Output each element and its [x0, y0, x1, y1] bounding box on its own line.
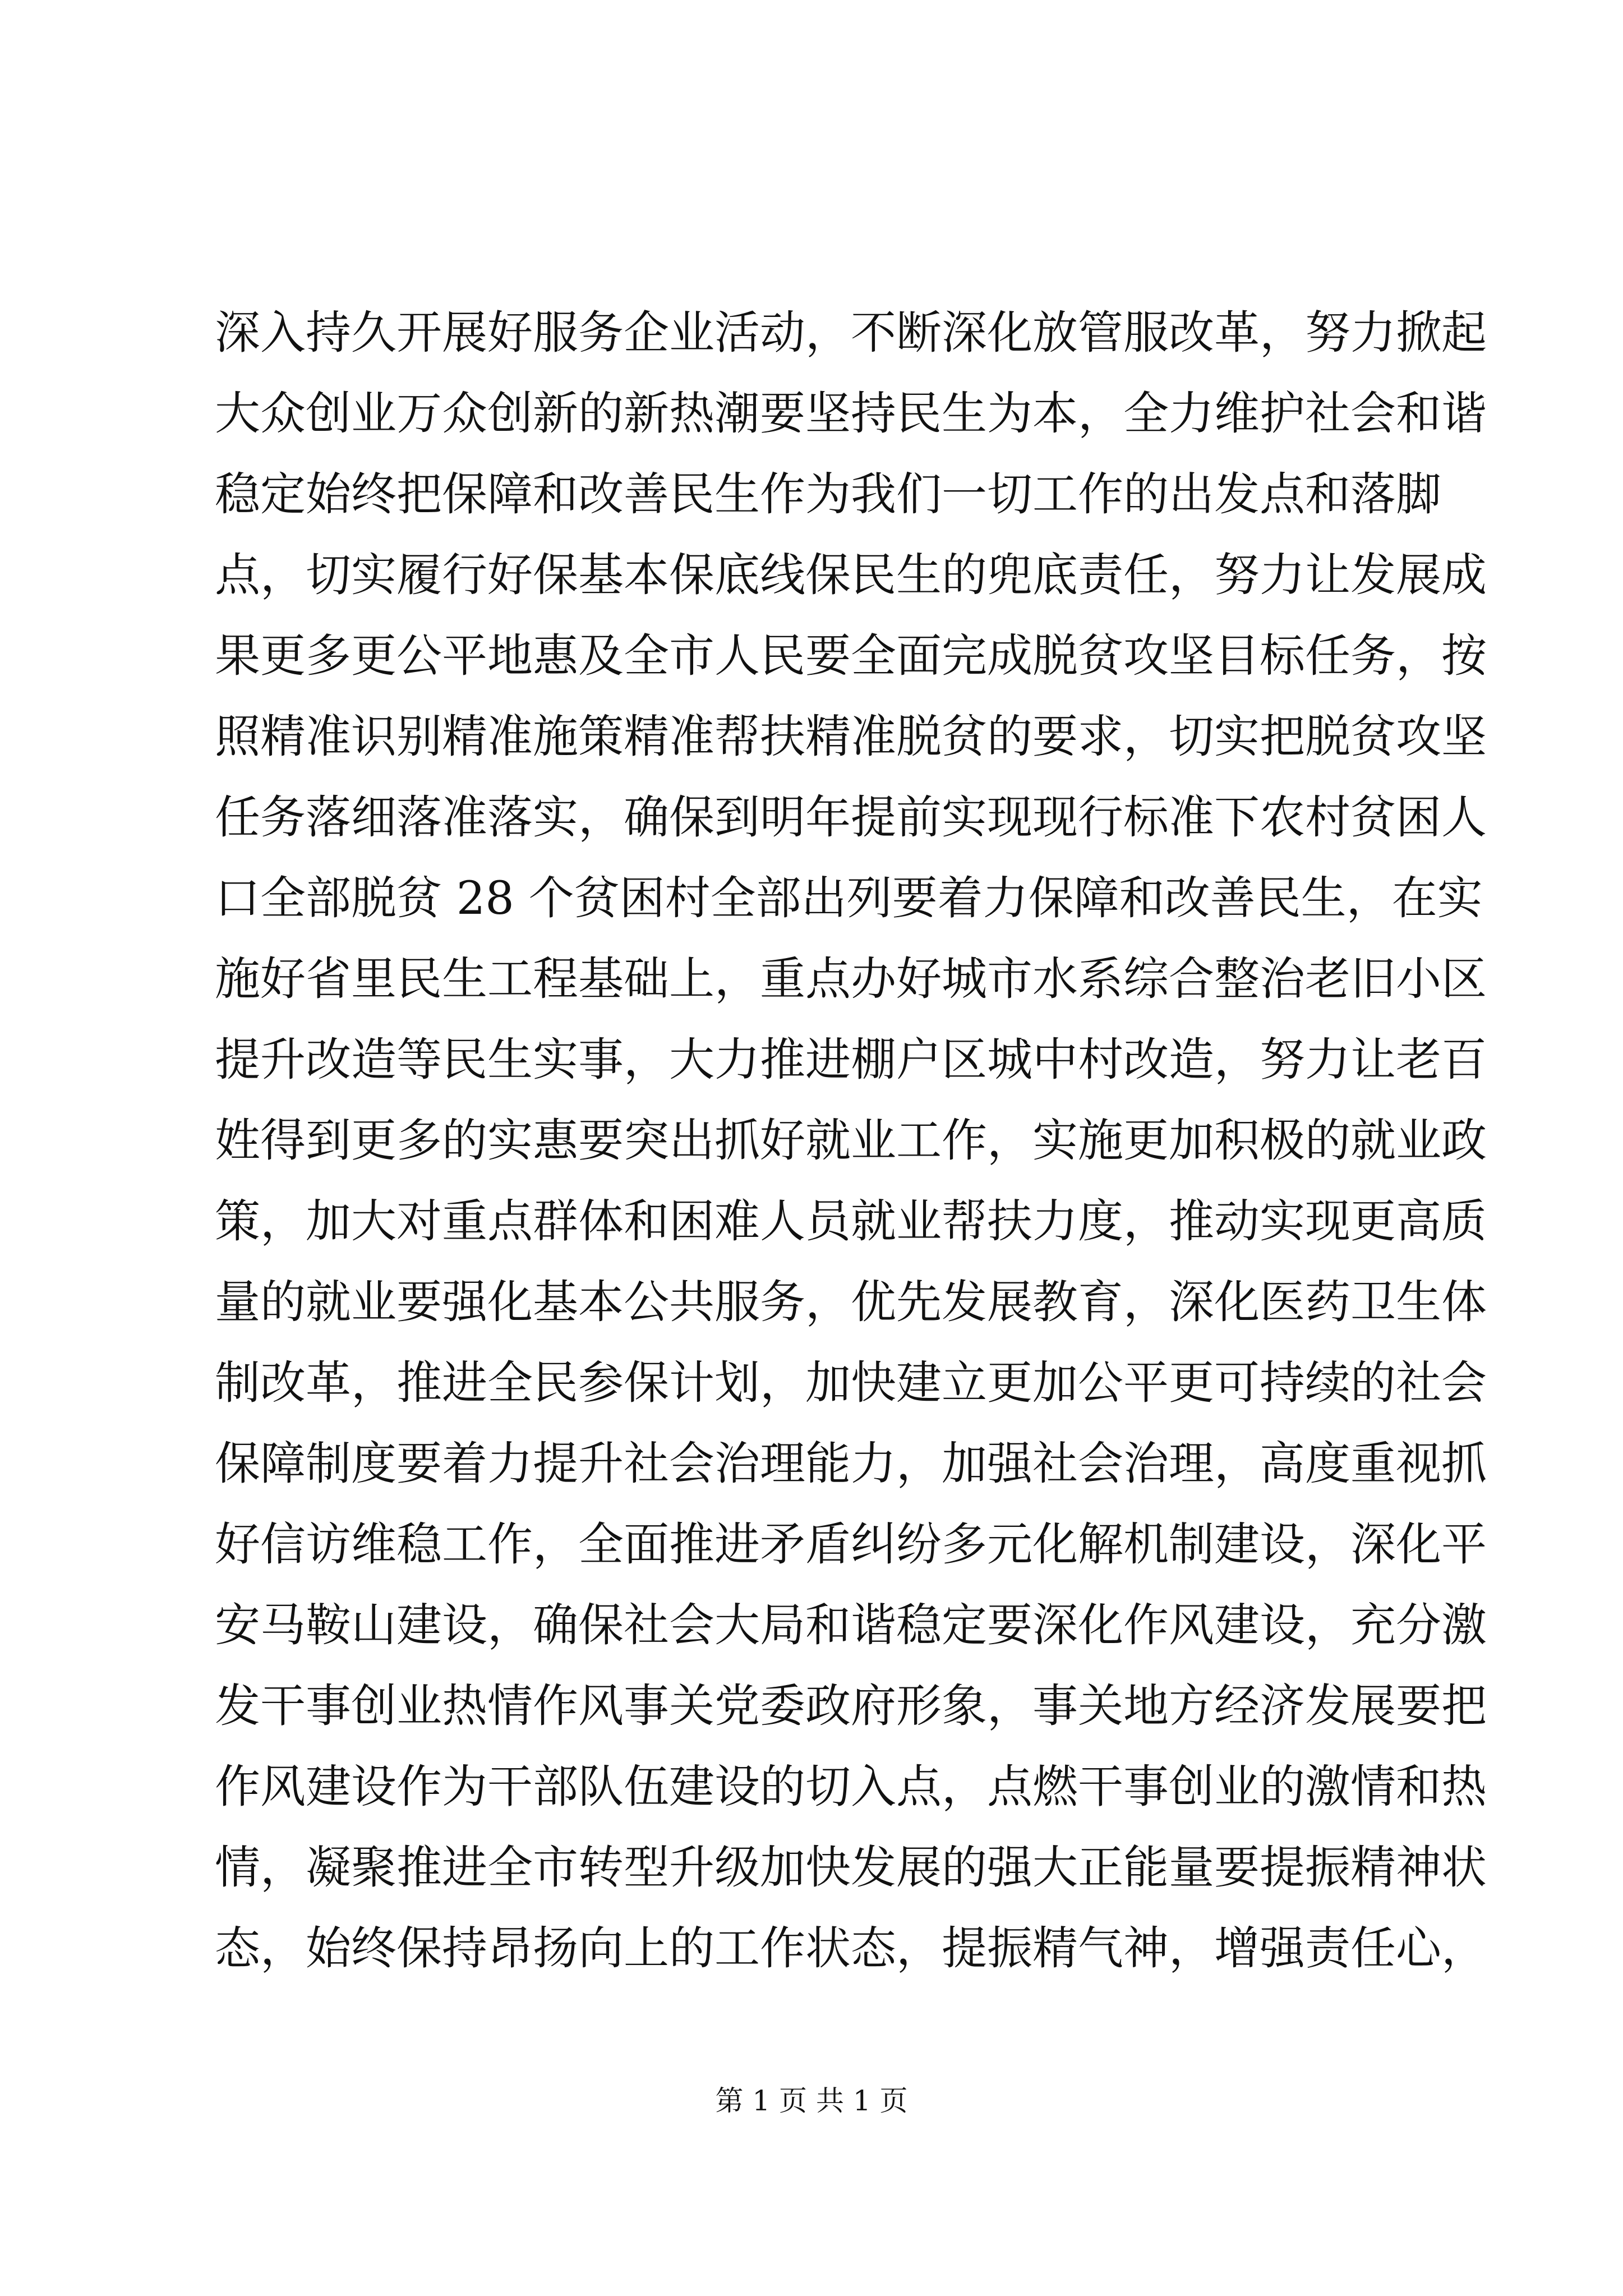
- text-line: 姓得到更多的实惠要突出抓好就业工作，实施更加积极的就业政: [215, 1115, 1487, 1167]
- text-line: 任务落细落准落实，确保到明年提前实现现行标准下农村贫困人: [215, 792, 1487, 844]
- body-text: [215, 293, 1487, 1989]
- text-line: 态，始终保持昂扬向上的工作状态，提振精气神，增强责任心，: [215, 1922, 1487, 1975]
- text-line: 稳定始终把保障和改善民生作为我们一切工作的出发点和落脚: [215, 468, 1442, 521]
- text-line: 作风建设作为干部队伍建设的切入点，点燃干事创业的激情和热: [215, 1761, 1487, 1814]
- text-line: 提升改造等民生实事，大力推进棚户区城中村改造，努力让老百: [215, 1034, 1487, 1087]
- text-line: 口全部脱贫 28 个贫困村全部出列要着力保障和改善民生，在实: [215, 872, 1483, 925]
- text-line: 施好省里民生工程基础上，重点办好城市水系综合整治老旧小区: [215, 953, 1487, 1006]
- page-footer: [0, 2078, 1623, 2123]
- text-line: 果更多更公平地惠及全市人民要全面完成脱贫攻坚目标任务，按: [215, 630, 1487, 683]
- text-line: 保障制度要着力提升社会治理能力，加强社会治理，高度重视抓: [215, 1438, 1487, 1490]
- text-line: 情，凝聚推进全市转型升级加快发展的强大正能量要提振精神状: [215, 1842, 1487, 1894]
- text-line: 照精准识别精准施策精准帮扶精准脱贫的要求，切实把脱贫攻坚: [215, 711, 1487, 763]
- text-line: 深入持久开展好服务企业活动，不断深化放管服改革，努力掀起: [215, 307, 1487, 360]
- text-line: 制改革，推进全民参保计划，加快建立更加公平更可持续的社会: [215, 1357, 1487, 1410]
- text-line: 好信访维稳工作，全面推进矛盾纠纷多元化解机制建设，深化平: [215, 1519, 1487, 1571]
- text-line: 策，加大对重点群体和困难人员就业帮扶力度，推动实现更高质: [215, 1195, 1487, 1248]
- text-line: 大众创业万众创新的新热潮要坚持民生为本，全力维护社会和谐: [215, 388, 1487, 440]
- text-line: 量的就业要强化基本公共服务，优先发展教育，深化医药卫生体: [215, 1276, 1487, 1329]
- text-line: 点，切实履行好保基本保底线保民生的兜底责任，努力让发展成: [215, 549, 1487, 602]
- page-number: 第 1 页 共 1 页: [715, 2085, 908, 2117]
- text-line: 发干事创业热情作风事关党委政府形象，事关地方经济发展要把: [215, 1680, 1487, 1733]
- text-line: 安马鞍山建设，确保社会大局和谐稳定要深化作风建设，充分激: [215, 1599, 1487, 1652]
